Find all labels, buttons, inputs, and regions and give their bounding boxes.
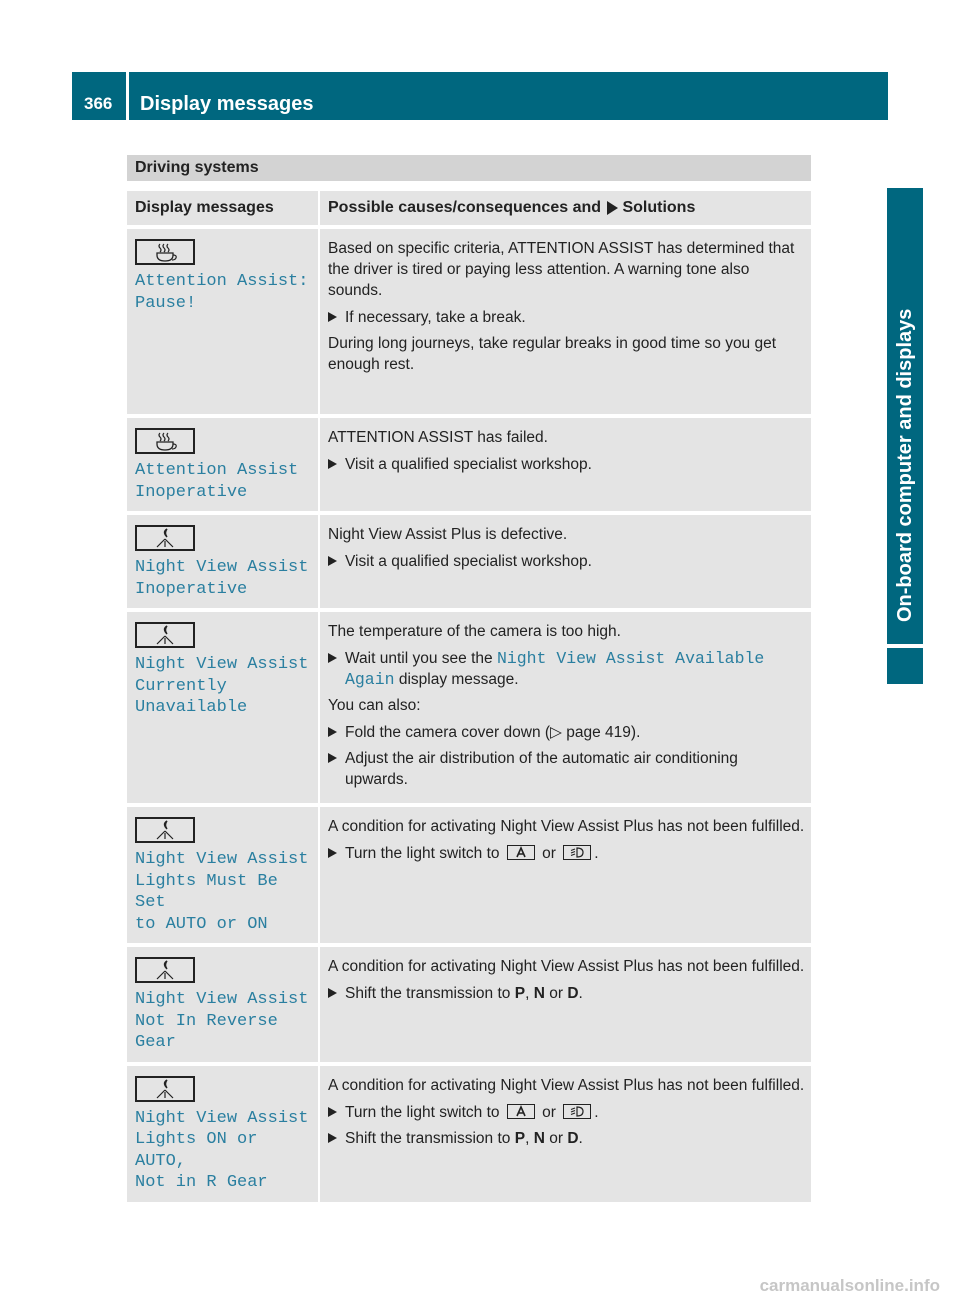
step-text: or xyxy=(542,845,556,862)
chapter-side-tab xyxy=(887,188,923,644)
message-line: Attention Assist xyxy=(135,461,299,480)
page-number: 366 xyxy=(84,94,113,113)
step-text: Wait until you see the xyxy=(345,650,493,667)
action-arrow-icon xyxy=(328,1133,337,1143)
message-line: Night View Assist xyxy=(135,655,309,674)
step-text: Turn the light switch to xyxy=(345,845,500,862)
solution-step xyxy=(328,1102,805,1123)
chapter-marker xyxy=(887,648,923,684)
display-message-reference: Night View Assist Available xyxy=(496,649,765,668)
column-header-text: Solutions xyxy=(622,199,696,216)
note-text: You can also: xyxy=(328,697,421,714)
chapter-label: On-board computer and displays xyxy=(894,308,916,622)
night-view-icon xyxy=(135,1076,195,1102)
message-cell xyxy=(127,418,318,511)
solution-cell xyxy=(320,229,811,414)
message-line: Lights ON or AUTO, xyxy=(135,1130,258,1171)
action-arrow-icon xyxy=(328,848,337,858)
message-line: Inoperative xyxy=(135,579,248,599)
gear-n: N xyxy=(533,1129,545,1147)
solution-step xyxy=(328,748,805,790)
solution-cell xyxy=(320,947,811,1062)
action-arrow-icon xyxy=(328,1107,337,1117)
column-header-solutions xyxy=(320,191,811,225)
cause-text: A condition for activating Night View Assist Plus has not been fulfilled. xyxy=(328,1076,805,1094)
night-view-icon xyxy=(135,817,195,843)
table-row xyxy=(127,807,811,943)
step-text: Shift the transmission to xyxy=(345,985,511,1002)
message-line: Lights Must Be Set xyxy=(135,871,278,912)
table-header-row xyxy=(127,191,811,225)
solution-cell xyxy=(320,1066,811,1202)
solution-cell xyxy=(320,612,811,803)
display-message-reference: Again xyxy=(345,670,395,689)
message-line: Unavailable xyxy=(135,698,248,717)
message-cell xyxy=(127,947,318,1062)
night-view-icon xyxy=(135,957,195,983)
step-text: Shift the transmission to xyxy=(345,1129,511,1147)
step-text: or xyxy=(549,1129,564,1147)
message-cell xyxy=(127,807,318,943)
watermark: carmanualsonline.info xyxy=(759,1276,940,1295)
step-text: Visit a qualified specialist workshop. xyxy=(345,456,592,473)
step-text: Adjust the air distribution of the automatic air conditioning upwards. xyxy=(345,750,738,788)
display-message-text xyxy=(135,271,310,314)
message-line: Currently xyxy=(135,676,227,696)
solution-step xyxy=(328,454,805,475)
table-row xyxy=(127,947,811,1062)
table-row xyxy=(127,1066,811,1202)
gear-n: N xyxy=(533,985,545,1002)
message-line: Night View Assist xyxy=(135,990,309,1009)
page-header xyxy=(72,72,888,120)
display-messages-table xyxy=(125,187,813,1206)
low-beam-icon xyxy=(563,1104,591,1119)
night-view-icon xyxy=(135,622,195,648)
step-text: Fold the camera cover down (▷ page 419). xyxy=(345,724,641,741)
section-title: Driving systems xyxy=(127,155,811,181)
message-cell xyxy=(127,1066,318,1202)
cause-text: A condition for activating Night View Assist Plus has not been fulfilled. xyxy=(328,818,805,835)
step-text: Turn the light switch to xyxy=(345,1103,500,1121)
solution-step xyxy=(328,1128,805,1149)
note-text: During long journeys, take regular breaks in good time so you get enough rest. xyxy=(328,335,777,373)
step-text: . xyxy=(594,1103,599,1121)
step-text: , xyxy=(525,985,530,1002)
action-arrow-icon xyxy=(328,556,337,566)
message-cell xyxy=(127,515,318,608)
display-message-text xyxy=(135,460,310,503)
solution-step xyxy=(328,551,805,572)
step-text: or xyxy=(549,985,564,1002)
cause-text: A condition for activating Night View Assist Plus has not been fulfilled. xyxy=(328,958,805,975)
display-message-text xyxy=(135,654,310,719)
column-header-text: Possible causes/consequences and xyxy=(328,199,602,216)
action-arrow-icon xyxy=(328,459,337,469)
action-arrow-icon xyxy=(607,201,618,215)
solution-cell xyxy=(320,807,811,943)
column-header-messages: Display messages xyxy=(127,191,318,225)
cause-text: ATTENTION ASSIST has failed. xyxy=(328,429,548,446)
action-arrow-icon xyxy=(328,653,337,663)
table-row xyxy=(127,418,811,511)
message-cell xyxy=(127,229,318,414)
action-arrow-icon xyxy=(328,312,337,322)
header-divider xyxy=(126,72,129,120)
action-arrow-icon xyxy=(328,727,337,737)
step-text: . xyxy=(578,985,583,1002)
step-text: Visit a qualified specialist workshop. xyxy=(345,553,592,570)
table-row xyxy=(127,612,811,803)
message-line: to AUTO or ON xyxy=(135,914,268,934)
page-title: Display messages xyxy=(140,93,314,115)
cause-text: Based on specific criteria, ATTENTION ASSIST has determined that the driver is tired or paying less attention. A warning tone also sounds. xyxy=(328,240,795,299)
solution-cell xyxy=(320,515,811,608)
solution-step xyxy=(328,307,805,328)
step-text: . xyxy=(578,1129,583,1147)
solution-step xyxy=(328,648,805,690)
gear-p: P xyxy=(514,1129,526,1147)
message-line: Not in R Gear xyxy=(135,1173,268,1192)
message-line: Attention Assist: xyxy=(135,272,309,291)
cause-text: The temperature of the camera is too high. xyxy=(328,623,621,640)
step-text: or xyxy=(542,1103,556,1121)
gear-d: D xyxy=(567,985,579,1002)
action-arrow-icon xyxy=(328,988,337,998)
message-line: Inoperative xyxy=(135,482,248,502)
message-line: Night View Assist xyxy=(135,558,309,577)
step-text: , xyxy=(525,1129,530,1147)
night-view-icon xyxy=(135,525,195,551)
coffee-cup-icon xyxy=(135,239,195,265)
action-arrow-icon xyxy=(328,753,337,763)
cause-text: Night View Assist Plus is defective. xyxy=(328,526,568,543)
step-text: display message. xyxy=(398,671,519,688)
display-message-text xyxy=(135,989,310,1054)
message-line: Not In Reverse Gear xyxy=(135,1011,278,1052)
display-message-text xyxy=(135,557,310,600)
solution-step xyxy=(328,843,805,864)
solution-cell xyxy=(320,418,811,511)
message-line: Night View Assist xyxy=(135,850,309,869)
low-beam-icon xyxy=(563,845,591,860)
light-switch-auto-icon xyxy=(507,845,535,860)
coffee-cup-icon xyxy=(135,428,195,454)
message-cell xyxy=(127,612,318,803)
table-row xyxy=(127,229,811,414)
message-line: Pause! xyxy=(135,293,197,313)
gear-d: D xyxy=(567,1129,579,1147)
display-message-text xyxy=(135,849,310,935)
step-text: . xyxy=(594,845,599,862)
solution-step xyxy=(328,722,805,743)
display-message-text xyxy=(135,1108,310,1194)
gear-p: P xyxy=(514,985,526,1002)
light-switch-auto-icon xyxy=(507,1104,535,1119)
step-text: If necessary, take a break. xyxy=(345,309,526,326)
table-row xyxy=(127,515,811,608)
message-line: Night View Assist xyxy=(135,1108,309,1128)
solution-step xyxy=(328,983,805,1004)
